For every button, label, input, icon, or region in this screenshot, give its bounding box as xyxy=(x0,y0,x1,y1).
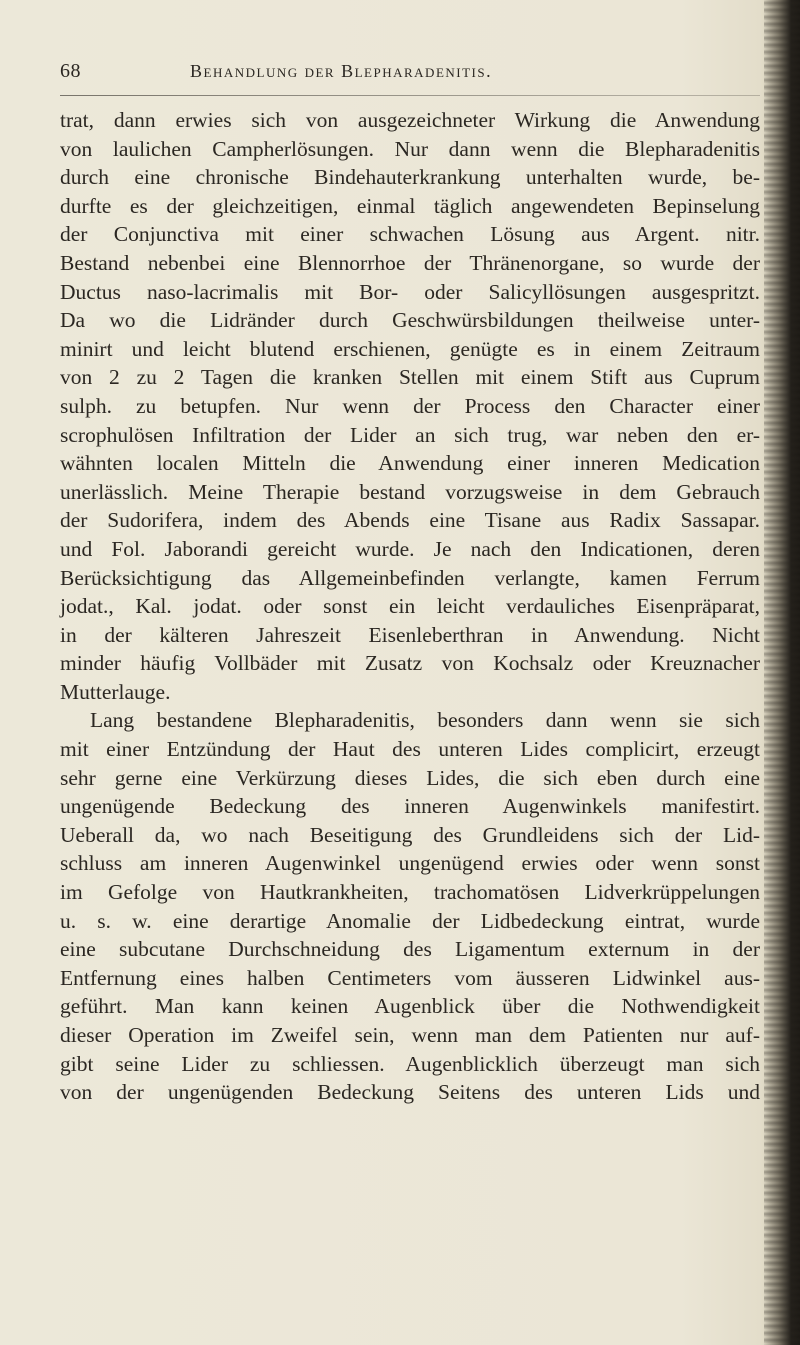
text-line: Da wo die Lidränder durch Geschwürsbildungen theilweise unter- xyxy=(60,308,760,333)
text-line: Ueberall da, wo nach Beseitigung des Grundleidens sich der Lid- xyxy=(60,822,760,847)
text-line: gibt seine Lider zu schliessen. Augenblicklich überzeugt man sich xyxy=(60,1051,760,1076)
paragraph-start-line: Lang bestandene Blepharadenitis, besonders dann wenn sie sich xyxy=(90,708,760,733)
body-text xyxy=(60,106,760,1107)
text-line: von der ungenügenden Bedeckung Seitens des unteren Lids und xyxy=(60,1080,760,1105)
text-line: Ductus naso-lacrimalis mit Bor- oder Salicyllösungen ausgespritzt. xyxy=(60,279,760,304)
running-head: Behandlung der Blepharadenitis. xyxy=(190,61,493,81)
text-line: ungenügende Bedeckung des inneren Augenwinkels manifestirt. xyxy=(60,794,760,819)
text-line: dieser Operation im Zweifel sein, wenn man dem Patienten nur auf- xyxy=(60,1023,760,1047)
text-line: Bestand nebenbei eine Blennorrhoe der Thränenorgane, so wurde der xyxy=(60,250,760,275)
text-line: u. s. w. eine derartige Anomalie der Lidbedeckung eintrat, wurde xyxy=(60,908,760,933)
text-line: unerlässlich. Meine Therapie bestand vorzugsweise in dem Gebrauch xyxy=(60,479,760,504)
text-line: jodat., Kal. jodat. oder sonst ein leicht verdauliches Eisenpräparat, xyxy=(60,594,760,619)
text-line: und Fol. Jaborandi gereicht wurde. Je nach den Indicationen, deren xyxy=(60,536,760,561)
page-number: 68 xyxy=(60,60,81,82)
text-line: durfte es der gleichzeitigen, einmal täglich angewendeten Bepinselung xyxy=(60,193,760,218)
text-line: trat, dann erwies sich von ausgezeichneter Wirkung die Anwendung xyxy=(60,108,760,132)
text-line: von laulichen Campherlösungen. Nur dann wenn die Blepharadenitis xyxy=(60,136,760,161)
text-line: der Conjunctiva mit einer schwachen Lösung aus Argent. nitr. xyxy=(60,222,760,247)
paragraph-end-line: Mutterlauge. xyxy=(60,679,171,704)
header-rule xyxy=(60,95,760,96)
text-line: der Sudorifera, indem des Abends eine Tisane aus Radix Sassapar. xyxy=(60,508,760,533)
text-line: im Gefolge von Hautkrankheiten, trachomatösen Lidverkrüppelungen xyxy=(60,880,760,905)
binding-edge xyxy=(764,0,800,1345)
text-line: eine subcutane Durchschneidung des Ligamentum externum in der xyxy=(60,937,760,962)
text-line: in der kälteren Jahreszeit Eisenleberthran in Anwendung. Nicht xyxy=(60,622,760,647)
text-line: sehr gerne eine Verkürzung dieses Lides, die sich eben durch eine xyxy=(60,765,760,790)
text-line: schluss am inneren Augenwinkel ungenügend erwies oder wenn sonst xyxy=(60,851,760,876)
text-line: Berücksichtigung das Allgemeinbefinden verlangte, kamen Ferrum xyxy=(60,565,760,590)
text-line: von 2 zu 2 Tagen die kranken Stellen mit einem Stift aus Cuprum xyxy=(60,365,760,390)
text-line: scrophulösen Infiltration der Lider an sich trug, war neben den er- xyxy=(60,422,760,447)
text-line: mit einer Entzündung der Haut des unteren Lides complicirt, erzeugt xyxy=(60,737,760,762)
page-header xyxy=(60,60,760,92)
text-line: minder häufig Vollbäder mit Zusatz von Kochsalz oder Kreuznacher xyxy=(60,651,760,676)
text-line: durch eine chronische Bindehauterkrankung unterhalten wurde, be- xyxy=(60,165,760,190)
text-line: Entfernung eines halben Centimeters vom äusseren Lidwinkel aus- xyxy=(60,965,760,990)
text-line: sulph. zu betupfen. Nur wenn der Process den Character einer xyxy=(60,393,760,418)
text-line: minirt und leicht blutend erschienen, genügte es in einem Zeitraum xyxy=(60,336,760,361)
text-line: wähnten localen Mitteln die Anwendung einer inneren Medication xyxy=(60,451,760,476)
text-line: geführt. Man kann keinen Augenblick über die Nothwendigkeit xyxy=(60,994,760,1019)
